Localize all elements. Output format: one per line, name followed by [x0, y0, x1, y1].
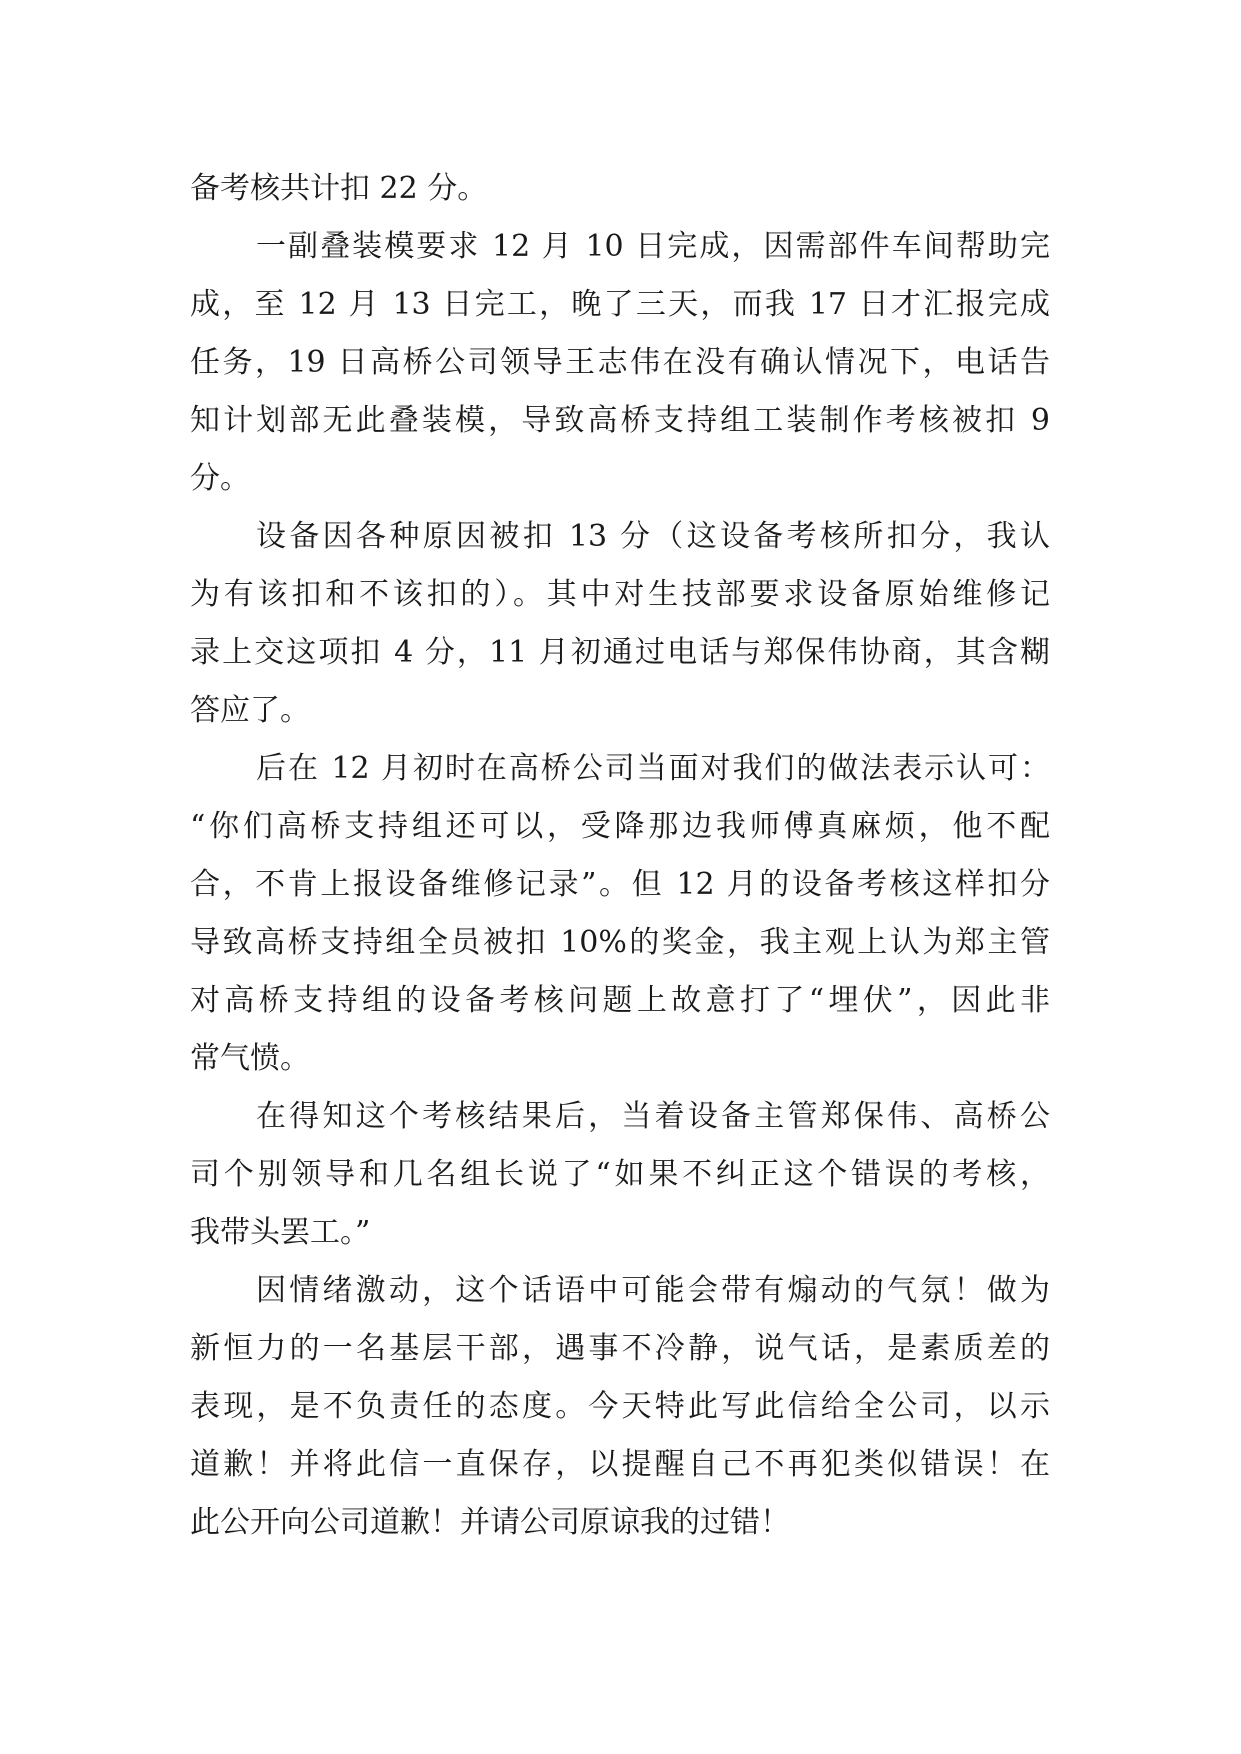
- text-line: 导致高桥支持组全员被扣 10%的奖金，我主观上认为郑主管: [190, 925, 1050, 960]
- document-body: [190, 160, 1050, 1552]
- text-line: 答应了。: [190, 693, 310, 728]
- text-line: 任务，19 日高桥公司领导王志伟在没有确认情况下，电话告: [190, 345, 1050, 380]
- text-line: 分。: [190, 461, 250, 496]
- text-line: 知计划部无此叠装模，导致高桥支持组工装制作考核被扣 9: [190, 403, 1050, 438]
- text-line: 表现，是不负责任的态度。今天特此写此信给全公司，以示: [190, 1389, 1050, 1424]
- text-line: 对高桥支持组的设备考核问题上故意打了“埋伏”，因此非: [190, 983, 1050, 1018]
- text-line: 在得知这个考核结果后，当着设备主管郑保伟、高桥公: [256, 1099, 1050, 1134]
- text-line: 因情绪激动，这个话语中可能会带有煽动的气氛！做为: [256, 1273, 1050, 1308]
- paragraph-3: [190, 508, 1050, 740]
- text-line: 备考核共计扣 22 分。: [190, 171, 488, 206]
- text-line: 合，不肯上报设备维修记录”。但 12 月的设备考核这样扣分: [190, 867, 1050, 902]
- paragraph-5: [190, 1088, 1050, 1262]
- text-line: 我带头罢工。”: [190, 1215, 371, 1250]
- paragraph-6: [190, 1262, 1050, 1552]
- paragraph-1: [190, 160, 1050, 218]
- text-line: 设备因各种原因被扣 13 分（这设备考核所扣分，我认: [256, 519, 1050, 554]
- text-line: 一副叠装模要求 12 月 10 日完成，因需部件车间帮助完: [256, 229, 1050, 264]
- text-line: 录上交这项扣 4 分，11 月初通过电话与郑保伟协商，其含糊: [190, 635, 1050, 670]
- text-line: 道歉！并将此信一直保存，以提醒自己不再犯类似错误！在: [190, 1447, 1050, 1482]
- text-line: 成，至 12 月 13 日完工，晚了三天，而我 17 日才汇报完成: [190, 287, 1050, 322]
- text-line: 为有该扣和不该扣的）。其中对生技部要求设备原始维修记: [190, 577, 1050, 612]
- text-line: “你们高桥支持组还可以，受降那边我师傅真麻烦，他不配: [190, 809, 1050, 844]
- text-line: 新恒力的一名基层干部，遇事不冷静，说气话，是素质差的: [190, 1331, 1050, 1366]
- text-line: 此公开向公司道歉！并请公司原谅我的过错！: [190, 1505, 790, 1540]
- text-line: 后在 12 月初时在高桥公司当面对我们的做法表示认可：: [256, 751, 1050, 786]
- text-line: 司个别领导和几名组长说了“如果不纠正这个错误的考核，: [190, 1157, 1050, 1192]
- text-line: 常气愤。: [190, 1041, 310, 1076]
- paragraph-4: [190, 740, 1050, 1088]
- paragraph-2: [190, 218, 1050, 508]
